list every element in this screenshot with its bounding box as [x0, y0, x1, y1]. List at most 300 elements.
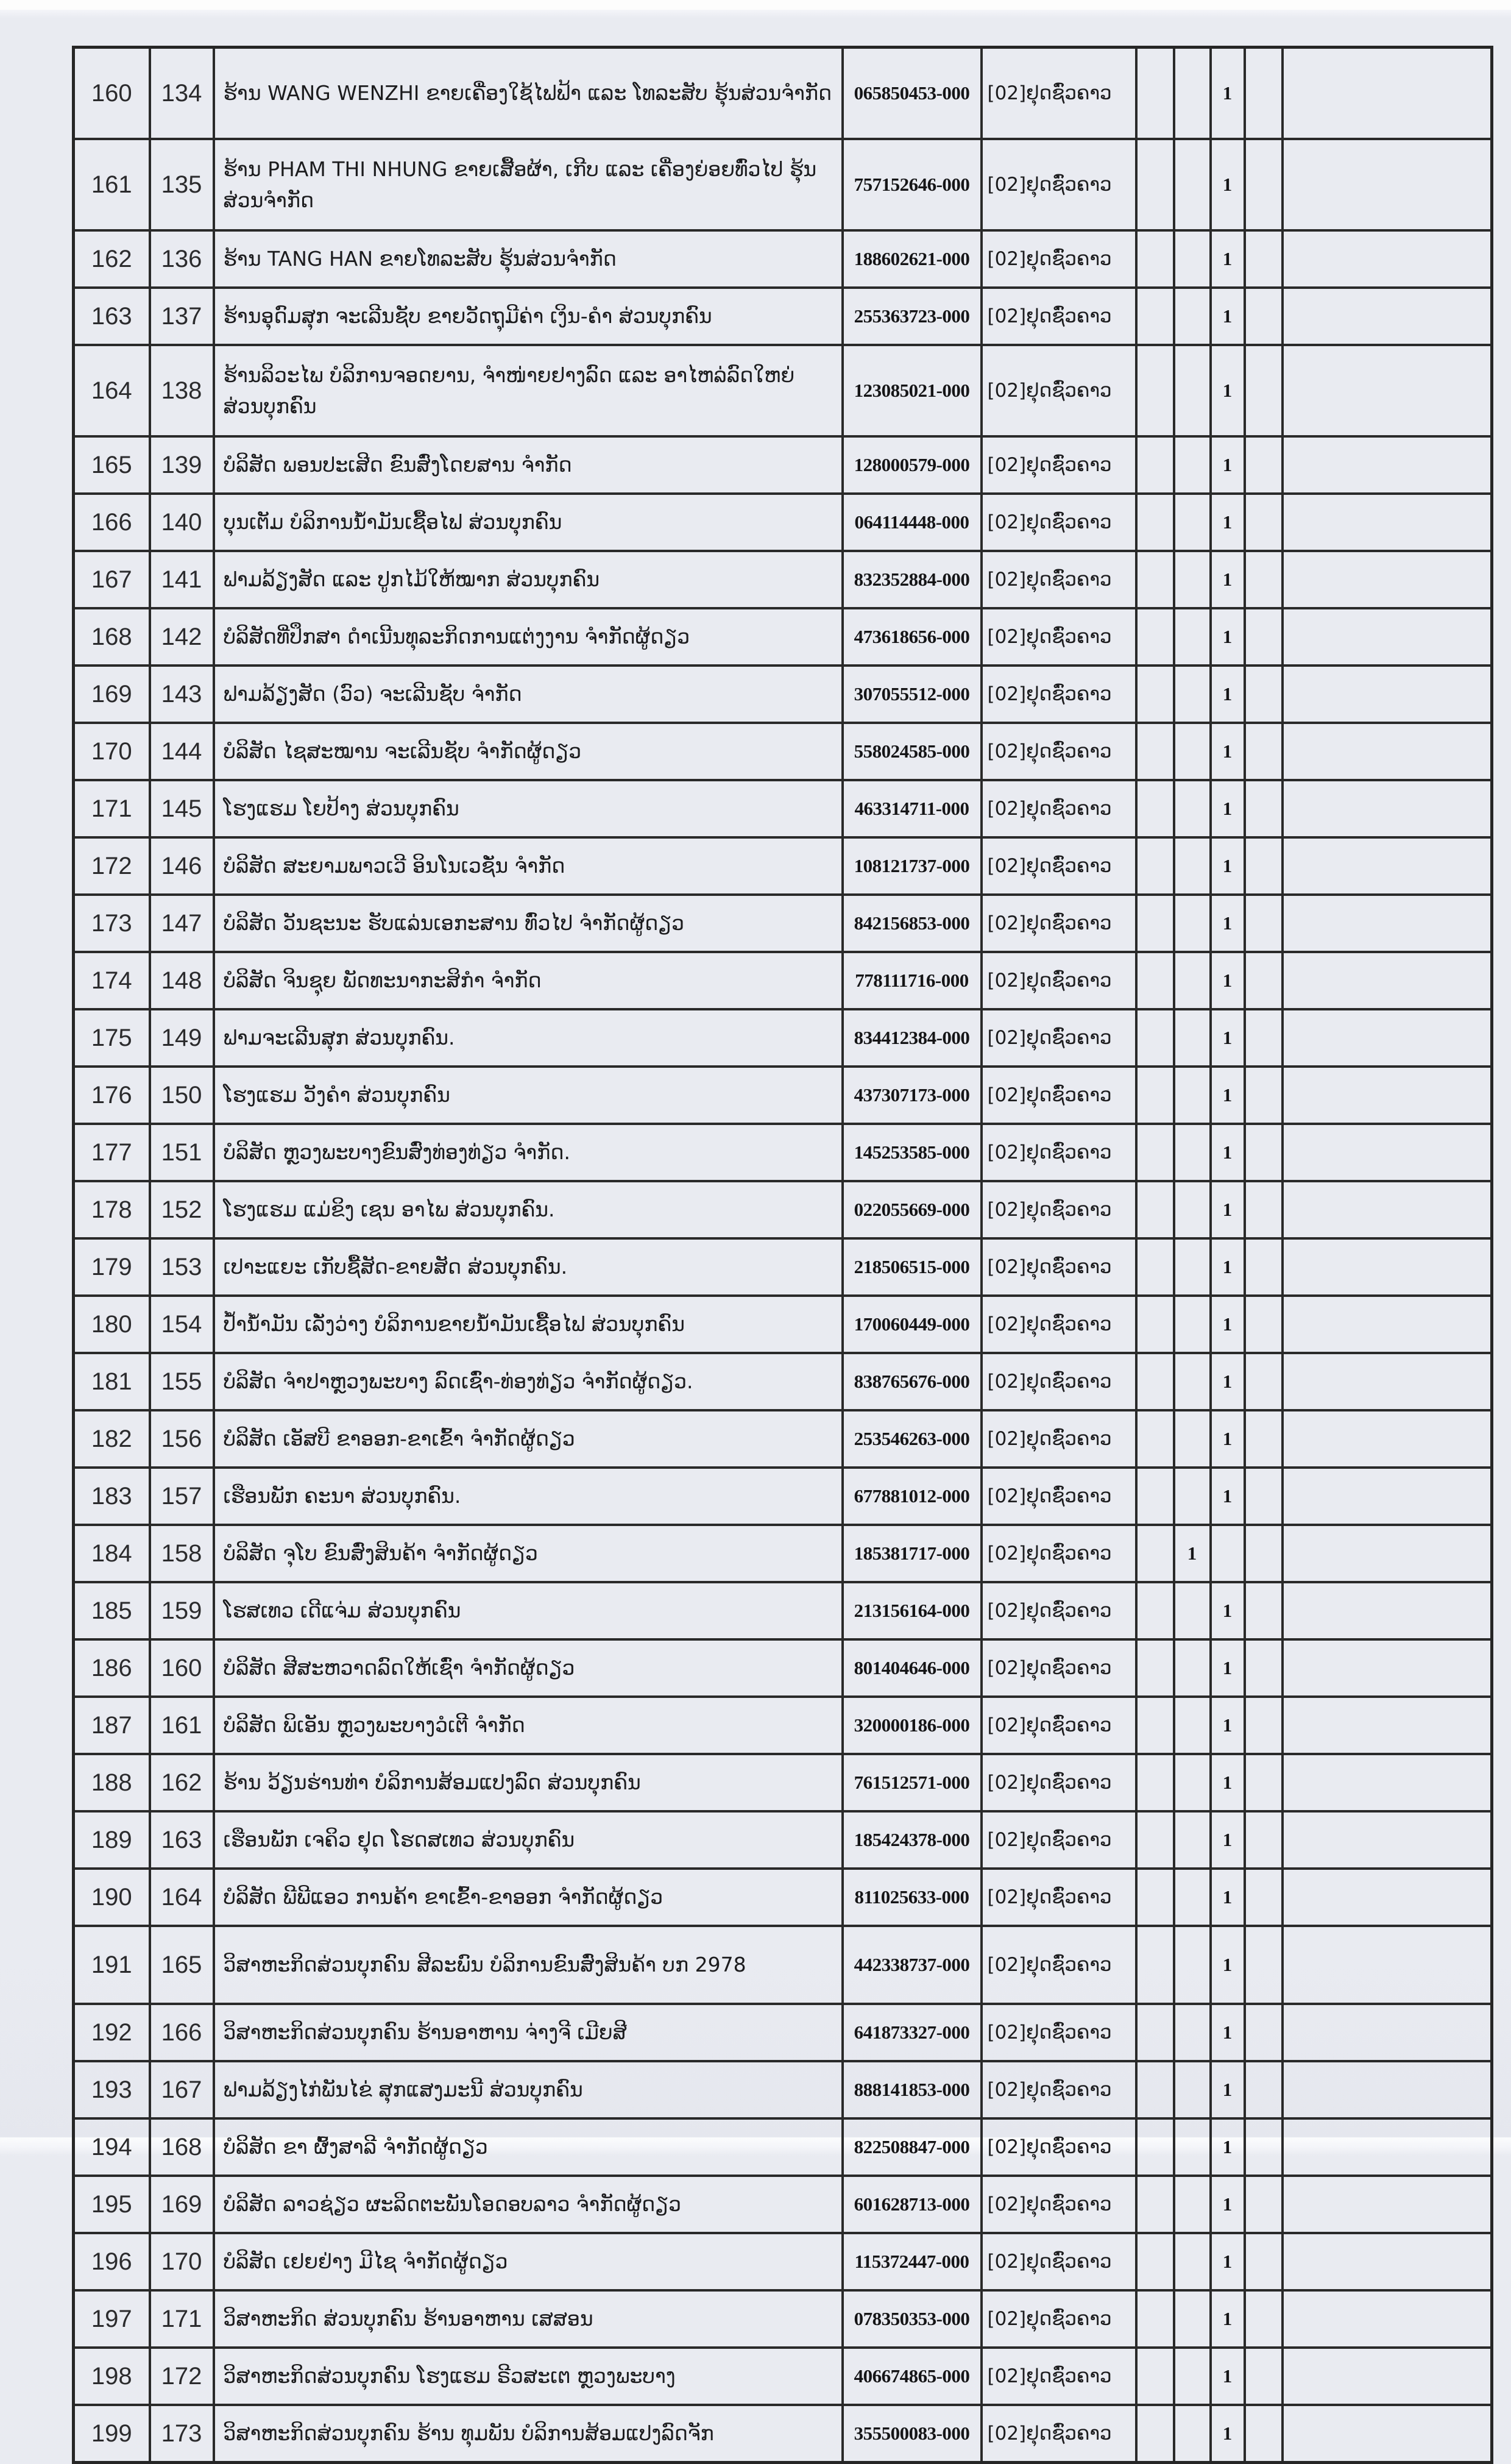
note-cell — [1283, 2176, 1492, 2233]
enterprise-name: ວິສາຫະກິດສ່ວນບຸກຄົນ ໂຮງແຮມ ຣີວສະເຕ ຫຼວງພະບາງ — [214, 2348, 843, 2405]
enterprise-id: 757152646-000 — [843, 139, 982, 230]
enterprise-id: 834412384-000 — [843, 1009, 982, 1067]
note-cell — [1283, 1410, 1492, 1468]
enterprise-name: ບໍລິສັດ ໄຊສະໝານ ຈະເລີນຊັບ ຈຳກັດຜູ້ດຽວ — [214, 723, 843, 780]
mark-cell — [1174, 895, 1211, 952]
mark-cell — [1136, 1926, 1174, 2004]
row-no: 172 — [74, 837, 150, 895]
mark-cell: 1 — [1211, 780, 1245, 837]
mark-cell: 1 — [1211, 230, 1245, 288]
mark-cell: 1 — [1211, 1639, 1245, 1697]
mark-cell: 1 — [1211, 2233, 1245, 2290]
row-sub-no: 150 — [150, 1067, 214, 1124]
table-row — [74, 1009, 1492, 1067]
mark-cell — [1174, 608, 1211, 666]
note-cell — [1283, 1124, 1492, 1181]
row-no: 179 — [74, 1238, 150, 1296]
status-code: [02]ຢຸດຊົ່ວຄາວ — [982, 666, 1136, 723]
enterprise-name: ວິສາຫະກິດສ່ວນບຸກຄົນ ຮ້ານ ທຸມພັນ ບໍລິການສ້ອມແປງລົດຈັກ — [214, 2405, 843, 2463]
row-sub-no: 160 — [150, 1639, 214, 1697]
row-no: 165 — [74, 436, 150, 494]
enterprise-name: ຮ້ານລິວະໄພ ບໍລິການຈອດຍານ, ຈຳໜ່າຍຢາງລົດ ແລະ ອາໄຫລ່ລົດໃຫຍ່ ສ່ວນບຸກຄົນ — [214, 345, 843, 436]
table-row — [74, 1296, 1492, 1353]
mark-cell — [1136, 436, 1174, 494]
enterprise-id: 115372447-000 — [843, 2233, 982, 2290]
mark-cell — [1245, 230, 1283, 288]
row-no: 186 — [74, 1639, 150, 1697]
enterprise-name: ວິສາຫະກິດສ່ວນບຸກຄົນ ຮ້ານອາຫານ ຈ່າງຈີ ເມີຍສີ — [214, 2004, 843, 2061]
table-row — [74, 952, 1492, 1009]
mark-cell — [1136, 2233, 1174, 2290]
mark-cell: 1 — [1211, 952, 1245, 1009]
mark-cell — [1136, 608, 1174, 666]
mark-cell — [1245, 1124, 1283, 1181]
mark-cell — [1174, 288, 1211, 345]
status-code: [02]ຢຸດຊົ່ວຄາວ — [982, 1468, 1136, 1525]
mark-cell — [1136, 2118, 1174, 2176]
enterprise-id: 145253585-000 — [843, 1124, 982, 1181]
row-no: 196 — [74, 2233, 150, 2290]
mark-cell — [1174, 436, 1211, 494]
mark-cell: 1 — [1211, 2405, 1245, 2463]
status-code: [02]ຢຸດຊົ່ວຄາວ — [982, 1811, 1136, 1869]
status-code: [02]ຢຸດຊົ່ວຄາວ — [982, 952, 1136, 1009]
status-code: [02]ຢຸດຊົ່ວຄາວ — [982, 1296, 1136, 1353]
mark-cell: 1 — [1211, 1181, 1245, 1238]
mark-cell — [1136, 230, 1174, 288]
row-no: 166 — [74, 494, 150, 551]
enterprise-id: 128000579-000 — [843, 436, 982, 494]
mark-cell — [1245, 1296, 1283, 1353]
enterprise-id: 108121737-000 — [843, 837, 982, 895]
mark-cell: 1 — [1211, 345, 1245, 436]
enterprise-name: ເຮືອນພັກ ຄະນາ ສ່ວນບຸກຄົນ. — [214, 1468, 843, 1525]
row-sub-no: 162 — [150, 1754, 214, 1811]
enterprise-name: ບໍລິສັດ ສະຍາມພາວເວີ ອິນໂນເວຊັ່ນ ຈຳກັດ — [214, 837, 843, 895]
mark-cell — [1136, 780, 1174, 837]
enterprise-name: ເຮືອນພັກ ເຈຄິວ ຢຸດ ໂຮດສເທວ ສ່ວນບຸກຄົນ — [214, 1811, 843, 1869]
mark-cell — [1136, 1525, 1174, 1582]
enterprise-id: 601628713-000 — [843, 2176, 982, 2233]
mark-cell — [1174, 1009, 1211, 1067]
status-code: [02]ຢຸດຊົ່ວຄາວ — [982, 48, 1136, 140]
mark-cell — [1174, 2061, 1211, 2118]
table-row — [74, 230, 1492, 288]
row-no: 187 — [74, 1697, 150, 1754]
enterprise-name: ໂຮງແຮມ ວັງຄຳ ສ່ວນບຸກຄົນ — [214, 1067, 843, 1124]
enterprise-id: 123085021-000 — [843, 345, 982, 436]
mark-cell: 1 — [1211, 1582, 1245, 1639]
enterprise-id: 185381717-000 — [843, 1525, 982, 1582]
mark-cell — [1174, 48, 1211, 140]
table-row — [74, 288, 1492, 345]
enterprise-id: 255363723-000 — [843, 288, 982, 345]
table-row — [74, 1697, 1492, 1754]
table-row — [74, 1811, 1492, 1869]
mark-cell — [1136, 2405, 1174, 2463]
mark-cell: 1 — [1211, 895, 1245, 952]
mark-cell: 1 — [1211, 139, 1245, 230]
row-sub-no: 171 — [150, 2290, 214, 2348]
row-no: 183 — [74, 1468, 150, 1525]
row-no: 180 — [74, 1296, 150, 1353]
table-row — [74, 139, 1492, 230]
row-sub-no: 159 — [150, 1582, 214, 1639]
mark-cell: 1 — [1211, 608, 1245, 666]
enterprise-registry-table — [72, 46, 1493, 2464]
table-row — [74, 895, 1492, 952]
mark-cell — [1174, 1926, 1211, 2004]
status-code: [02]ຢຸດຊົ່ວຄາວ — [982, 1639, 1136, 1697]
mark-cell — [1174, 1468, 1211, 1525]
mark-cell: 1 — [1174, 1525, 1211, 1582]
mark-cell — [1245, 288, 1283, 345]
enterprise-name: ບໍລິສັດ ຈຸໂບ ຂົນສົ່ງສິນຄ້າ ຈຳກັດຜູ້ດຽວ — [214, 1525, 843, 1582]
mark-cell — [1174, 1582, 1211, 1639]
table-row — [74, 1525, 1492, 1582]
row-no: 195 — [74, 2176, 150, 2233]
mark-cell — [1136, 1238, 1174, 1296]
enterprise-name: ບໍລິສັດ ພີພີແອວ ການຄ້າ ຂາເຂົ້າ-ຂາອອກ ຈຳກັດຜູ້ດຽວ — [214, 1869, 843, 1926]
enterprise-id: 778111716-000 — [843, 952, 982, 1009]
table-row — [74, 2290, 1492, 2348]
mark-cell — [1245, 345, 1283, 436]
table-row — [74, 1238, 1492, 1296]
note-cell — [1283, 1009, 1492, 1067]
enterprise-name: ບໍລິສັດທີ່ປຶກສາ ດຳເນີນທຸລະກິດການແຕ່ງງານ ຈຳກັດຜູ້ດຽວ — [214, 608, 843, 666]
enterprise-name: ບຸນເຕັມ ບໍລິການນ້ຳມັນເຊື້ອໄຟ ສ່ວນບຸກຄົນ — [214, 494, 843, 551]
note-cell — [1283, 1926, 1492, 2004]
mark-cell — [1136, 1468, 1174, 1525]
mark-cell — [1136, 1811, 1174, 1869]
row-sub-no: 170 — [150, 2233, 214, 2290]
status-code: [02]ຢຸດຊົ່ວຄາວ — [982, 1754, 1136, 1811]
note-cell — [1283, 436, 1492, 494]
mark-cell — [1136, 837, 1174, 895]
enterprise-name: ຟາມລ້ຽງໄກ່ພັນໄຂ່ ສຸກແສງມະນີ ສ່ວນບຸກຄົນ — [214, 2061, 843, 2118]
note-cell — [1283, 345, 1492, 436]
mark-cell — [1136, 1410, 1174, 1468]
enterprise-name: ຟາມລ້ຽງສັດ (ວົວ) ຈະເລີນຊັບ ຈຳກັດ — [214, 666, 843, 723]
table-row — [74, 1754, 1492, 1811]
enterprise-name: ບໍລິສັດ ສີສະຫວາດລົດໃຫ້ເຊົ່າ ຈຳກັດຜູ້ດຽວ — [214, 1639, 843, 1697]
mark-cell — [1245, 2348, 1283, 2405]
row-sub-no: 148 — [150, 952, 214, 1009]
mark-cell: 1 — [1211, 1869, 1245, 1926]
status-code: [02]ຢຸດຊົ່ວຄາວ — [982, 895, 1136, 952]
mark-cell — [1245, 2176, 1283, 2233]
table-row — [74, 1410, 1492, 1468]
mark-cell — [1245, 952, 1283, 1009]
enterprise-name: ຮ້ານອຸດົມສຸກ ຈະເລີນຊັບ ຂາຍວັດຖຸມີຄ່າ ເງິນ-ຄຳ ສ່ວນບຸກຄົນ — [214, 288, 843, 345]
status-code: [02]ຢຸດຊົ່ວຄາວ — [982, 288, 1136, 345]
mark-cell — [1245, 608, 1283, 666]
row-sub-no: 155 — [150, 1353, 214, 1410]
mark-cell — [1174, 551, 1211, 608]
note-cell — [1283, 494, 1492, 551]
note-cell — [1283, 1582, 1492, 1639]
enterprise-name: ບໍລິສັດ ຂາ ຜົ້ງສາລີ ຈຳກັດຜູ້ດຽວ — [214, 2118, 843, 2176]
status-code: [02]ຢຸດຊົ່ວຄາວ — [982, 723, 1136, 780]
mark-cell — [1174, 1697, 1211, 1754]
table-row — [74, 2233, 1492, 2290]
row-sub-no: 151 — [150, 1124, 214, 1181]
status-code: [02]ຢຸດຊົ່ວຄາວ — [982, 2290, 1136, 2348]
mark-cell — [1136, 1353, 1174, 1410]
mark-cell — [1245, 551, 1283, 608]
row-no: 177 — [74, 1124, 150, 1181]
enterprise-id: 463314711-000 — [843, 780, 982, 837]
mark-cell: 1 — [1211, 48, 1245, 140]
note-cell — [1283, 48, 1492, 140]
note-cell — [1283, 230, 1492, 288]
status-code: [02]ຢຸດຊົ່ວຄາວ — [982, 1410, 1136, 1468]
row-sub-no: 152 — [150, 1181, 214, 1238]
row-sub-no: 134 — [150, 48, 214, 140]
mark-cell — [1136, 1067, 1174, 1124]
table-row — [74, 2405, 1492, 2463]
mark-cell: 1 — [1211, 1238, 1245, 1296]
mark-cell: 1 — [1211, 1296, 1245, 1353]
status-code: [02]ຢຸດຊົ່ວຄາວ — [982, 1124, 1136, 1181]
table-row — [74, 2348, 1492, 2405]
row-no: 198 — [74, 2348, 150, 2405]
mark-cell — [1174, 1296, 1211, 1353]
note-cell — [1283, 2233, 1492, 2290]
mark-cell: 1 — [1211, 1811, 1245, 1869]
mark-cell — [1245, 1697, 1283, 1754]
mark-cell — [1136, 2290, 1174, 2348]
row-no: 178 — [74, 1181, 150, 1238]
table-row — [74, 608, 1492, 666]
mark-cell — [1136, 494, 1174, 551]
table-row — [74, 723, 1492, 780]
row-sub-no: 163 — [150, 1811, 214, 1869]
table-row — [74, 2061, 1492, 2118]
enterprise-name: ຮ້ານ ວ້ຽນຮ່ານທ່າ ບໍລິການສ້ອມແປງລົດ ສ່ວນບຸກຄົນ — [214, 1754, 843, 1811]
mark-cell — [1174, 952, 1211, 1009]
note-cell — [1283, 1181, 1492, 1238]
row-sub-no: 161 — [150, 1697, 214, 1754]
note-cell — [1283, 2405, 1492, 2463]
status-code: [02]ຢຸດຊົ່ວຄາວ — [982, 2061, 1136, 2118]
mark-cell — [1245, 436, 1283, 494]
enterprise-id: 253546263-000 — [843, 1410, 982, 1468]
note-cell — [1283, 837, 1492, 895]
note-cell — [1283, 139, 1492, 230]
enterprise-id: 185424378-000 — [843, 1811, 982, 1869]
enterprise-name: ບໍລິສັດ ພອນປະເສີດ ຂົນສົ່ງໂດຍສານ ຈຳກັດ — [214, 436, 843, 494]
mark-cell — [1136, 1296, 1174, 1353]
status-code: [02]ຢຸດຊົ່ວຄາວ — [982, 2233, 1136, 2290]
table-row — [74, 1926, 1492, 2004]
mark-cell — [1136, 1124, 1174, 1181]
mark-cell — [1174, 139, 1211, 230]
note-cell — [1283, 288, 1492, 345]
status-code: [02]ຢຸດຊົ່ວຄາວ — [982, 1009, 1136, 1067]
enterprise-id: 078350353-000 — [843, 2290, 982, 2348]
enterprise-id: 064114448-000 — [843, 494, 982, 551]
row-no: 175 — [74, 1009, 150, 1067]
mark-cell — [1174, 1811, 1211, 1869]
row-no: 164 — [74, 345, 150, 436]
row-no: 197 — [74, 2290, 150, 2348]
mark-cell — [1174, 2290, 1211, 2348]
mark-cell — [1245, 2405, 1283, 2463]
note-cell — [1283, 2004, 1492, 2061]
status-code: [02]ຢຸດຊົ່ວຄາວ — [982, 1238, 1136, 1296]
mark-cell — [1245, 2118, 1283, 2176]
enterprise-name: ປ້ຳນ້ຳມັນ ເລັ່ງວ່າງ ບໍລິການຂາຍນ້ຳມັນເຊື້ອໄຟ ສ່ວນບຸກຄົນ — [214, 1296, 843, 1353]
enterprise-name: ບໍລິສັດ ເອັສບີ ຂາອອກ-ຂາເຂົ້າ ຈຳກັດຜູ້ດຽວ — [214, 1410, 843, 1468]
mark-cell — [1245, 1926, 1283, 2004]
status-code: [02]ຢຸດຊົ່ວຄາວ — [982, 1869, 1136, 1926]
mark-cell: 1 — [1211, 1124, 1245, 1181]
note-cell — [1283, 952, 1492, 1009]
mark-cell — [1174, 1869, 1211, 1926]
mark-cell — [1174, 2233, 1211, 2290]
mark-cell — [1245, 2233, 1283, 2290]
mark-cell — [1245, 666, 1283, 723]
status-code: [02]ຢຸດຊົ່ວຄາວ — [982, 1181, 1136, 1238]
mark-cell — [1174, 1067, 1211, 1124]
mark-cell: 1 — [1211, 551, 1245, 608]
enterprise-id: 320000186-000 — [843, 1697, 982, 1754]
table-row — [74, 1639, 1492, 1697]
row-no: 176 — [74, 1067, 150, 1124]
mark-cell — [1174, 1181, 1211, 1238]
enterprise-id: 188602621-000 — [843, 230, 982, 288]
mark-cell — [1245, 1009, 1283, 1067]
table-row — [74, 2004, 1492, 2061]
enterprise-id: 406674865-000 — [843, 2348, 982, 2405]
table-row — [74, 345, 1492, 436]
row-no: 169 — [74, 666, 150, 723]
enterprise-id: 218506515-000 — [843, 1238, 982, 1296]
scan-edge — [0, 0, 1511, 10]
row-sub-no: 144 — [150, 723, 214, 780]
mark-cell: 1 — [1211, 723, 1245, 780]
row-sub-no: 156 — [150, 1410, 214, 1468]
mark-cell — [1174, 2348, 1211, 2405]
table-row — [74, 1468, 1492, 1525]
row-sub-no: 165 — [150, 1926, 214, 2004]
mark-cell: 1 — [1211, 1468, 1245, 1525]
table-row — [74, 1582, 1492, 1639]
enterprise-id: 558024585-000 — [843, 723, 982, 780]
enterprise-name: ວິສາຫະກິດ ສ່ວນບຸກຄົນ ຮ້ານອາຫານ ເສສອນ — [214, 2290, 843, 2348]
enterprise-id: 838765676-000 — [843, 1353, 982, 1410]
row-sub-no: 167 — [150, 2061, 214, 2118]
row-no: 162 — [74, 230, 150, 288]
mark-cell: 1 — [1211, 1926, 1245, 2004]
note-cell — [1283, 1468, 1492, 1525]
mark-cell: 1 — [1211, 1067, 1245, 1124]
mark-cell — [1245, 494, 1283, 551]
mark-cell: 1 — [1211, 1754, 1245, 1811]
status-code: [02]ຢຸດຊົ່ວຄາວ — [982, 1525, 1136, 1582]
row-sub-no: 166 — [150, 2004, 214, 2061]
mark-cell — [1136, 2061, 1174, 2118]
row-no: 193 — [74, 2061, 150, 2118]
mark-cell — [1245, 1525, 1283, 1582]
status-code: [02]ຢຸດຊົ່ວຄາວ — [982, 1926, 1136, 2004]
mark-cell: 1 — [1211, 2348, 1245, 2405]
table-body — [74, 48, 1492, 2463]
mark-cell — [1174, 345, 1211, 436]
mark-cell — [1245, 1181, 1283, 1238]
note-cell — [1283, 551, 1492, 608]
row-no: 173 — [74, 895, 150, 952]
enterprise-id: 437307173-000 — [843, 1067, 982, 1124]
mark-cell: 1 — [1211, 2004, 1245, 2061]
mark-cell — [1136, 2348, 1174, 2405]
enterprise-name: ບໍລິສັດ ເຢຍຢ່າງ ມີໄຊ ຈຳກັດຜູ້ດຽວ — [214, 2233, 843, 2290]
enterprise-name: ບໍລິສັດ ຈຳປາຫຼວງພະບາງ ລົດເຊົ່າ-ທ່ອງທ່ຽວ ຈຳກັດຜູ້ດຽວ. — [214, 1353, 843, 1410]
status-code: [02]ຢຸດຊົ່ວຄາວ — [982, 1353, 1136, 1410]
table-row — [74, 551, 1492, 608]
mark-cell — [1245, 895, 1283, 952]
row-no: 174 — [74, 952, 150, 1009]
mark-cell — [1245, 48, 1283, 140]
table-row — [74, 1124, 1492, 1181]
mark-cell — [1136, 2176, 1174, 2233]
mark-cell: 1 — [1211, 1410, 1245, 1468]
table-row — [74, 1181, 1492, 1238]
row-sub-no: 164 — [150, 1869, 214, 1926]
row-no: 191 — [74, 1926, 150, 2004]
mark-cell: 1 — [1211, 837, 1245, 895]
enterprise-id: 213156164-000 — [843, 1582, 982, 1639]
row-sub-no: 172 — [150, 2348, 214, 2405]
mark-cell: 1 — [1211, 288, 1245, 345]
row-no: 167 — [74, 551, 150, 608]
row-sub-no: 140 — [150, 494, 214, 551]
mark-cell — [1245, 1410, 1283, 1468]
row-no: 170 — [74, 723, 150, 780]
enterprise-name: ເປາະແຍະ ເກັບຊື້ສັດ-ຂາຍສັດ ສ່ວນບຸກຄົນ. — [214, 1238, 843, 1296]
table-row — [74, 436, 1492, 494]
enterprise-id: 065850453-000 — [843, 48, 982, 140]
mark-cell: 1 — [1211, 2176, 1245, 2233]
row-sub-no: 142 — [150, 608, 214, 666]
mark-cell — [1245, 780, 1283, 837]
row-no: 192 — [74, 2004, 150, 2061]
mark-cell — [1136, 1754, 1174, 1811]
mark-cell — [1136, 345, 1174, 436]
enterprise-name: ບໍລິສັດ ຫຼວງພະບາງຂົນສົ່ງທ່ອງທ່ຽວ ຈຳກັດ. — [214, 1124, 843, 1181]
row-sub-no: 157 — [150, 1468, 214, 1525]
row-sub-no: 139 — [150, 436, 214, 494]
mark-cell — [1245, 1754, 1283, 1811]
note-cell — [1283, 666, 1492, 723]
enterprise-name: ຮ້ານ WANG WENZHI ຂາຍເຄື່ອງໃຊ້ໄຟຟ້າ ແລະ ໂທລະສັບ ຮຸ້ນສ່ວນຈຳກັດ — [214, 48, 843, 140]
enterprise-id: 641873327-000 — [843, 2004, 982, 2061]
row-sub-no: 147 — [150, 895, 214, 952]
row-no: 168 — [74, 608, 150, 666]
enterprise-id: 170060449-000 — [843, 1296, 982, 1353]
mark-cell — [1136, 1181, 1174, 1238]
mark-cell — [1245, 1869, 1283, 1926]
status-code: [02]ຢຸດຊົ່ວຄາວ — [982, 1697, 1136, 1754]
enterprise-name: ບໍລິສັດ ພິເອັນ ຫຼວງພະບາງວໍເຕີ ຈຳກັດ — [214, 1697, 843, 1754]
enterprise-name: ຟາມຈະເລີນສຸກ ສ່ວນບຸກຄົນ. — [214, 1009, 843, 1067]
enterprise-id: 842156853-000 — [843, 895, 982, 952]
row-no: 171 — [74, 780, 150, 837]
mark-cell — [1174, 1353, 1211, 1410]
row-no: 163 — [74, 288, 150, 345]
status-code: [02]ຢຸດຊົ່ວຄາວ — [982, 608, 1136, 666]
